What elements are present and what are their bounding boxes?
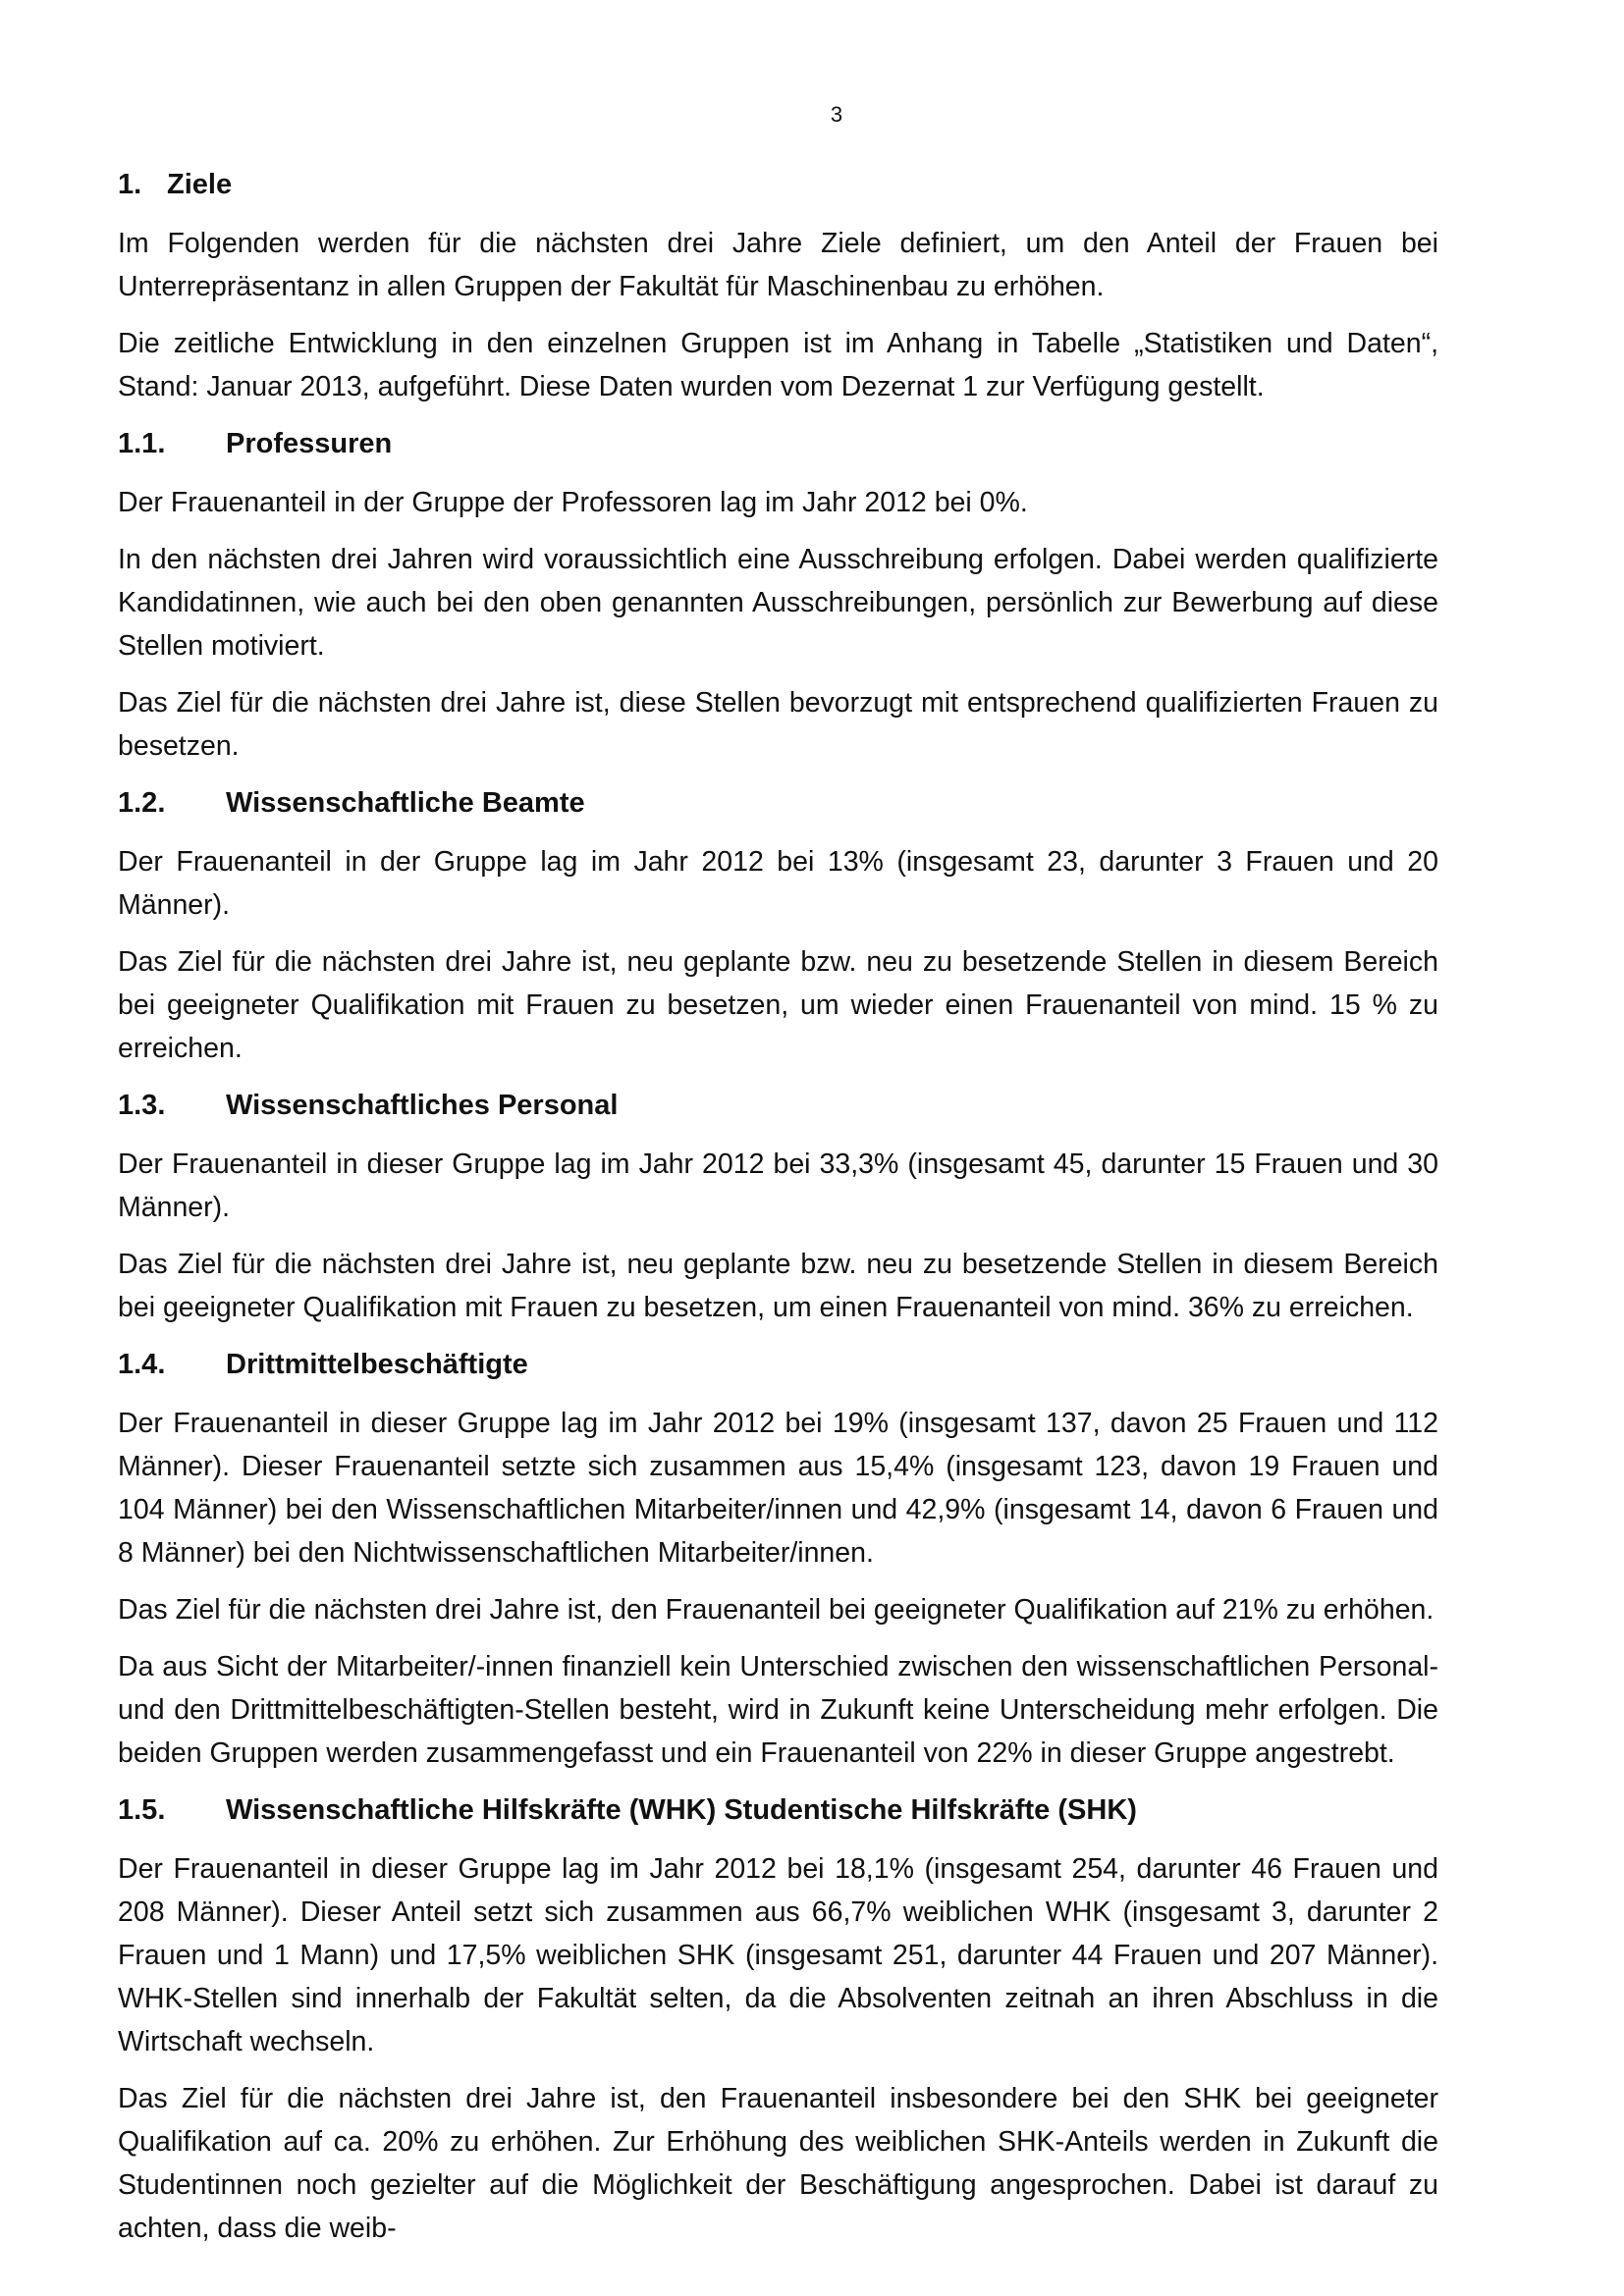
section-title: Drittmittelbeschäftigte	[226, 1349, 528, 1380]
section-number: 1.2.	[118, 787, 166, 819]
section-number: 1.5.	[118, 1794, 166, 1826]
section-paragraph: In den nächsten drei Jahren wird voraussichtlich eine Ausschreibung erfolgen. Dabei werden qualifizierte Kandidatinnen, wie auch bei den oben genannten Ausschreibungen, persönlich zur Bewerbung auf diese Stellen motiviert.	[118, 544, 1438, 662]
section-paragraph: Der Frauenanteil in dieser Gruppe lag im Jahr 2012 bei 18,1% (insgesamt 254, darunter 46 Frauen und 208 Männer). Dieser Anteil setzt sich zusammen aus 66,7% weiblichen WHK (insgesamt 3, darunter 2 Frauen und 1 Mann) und 17,5% weiblichen SHK (insgesamt 251, darunter 44 Frauen und 207 Männer). WHK-Stellen sind innerhalb der Fakultät selten, da die Absolventen zeitnah an ihren Abschluss in die Wirtschaft wechseln.	[118, 1853, 1438, 2057]
section-paragraph: Der Frauenanteil in der Gruppe der Professoren lag im Jahr 2012 bei 0%.	[118, 487, 1028, 518]
heading-ziele	[118, 163, 1438, 206]
section-paragraph: Das Ziel für die nächsten drei Jahre ist, neu geplante bzw. neu zu besetzende Stellen in diesem Bereich bei geeigneter Qualifikation mit Frauen zu besetzen, um wieder einen Frauenanteil von mind. 15 % zu erreichen.	[118, 946, 1438, 1064]
section-title: Wissenschaftliches Personal	[226, 1090, 619, 1121]
section-paragraph: Der Frauenanteil in der Gruppe lag im Jahr 2012 bei 13% (insgesamt 23, darunter 3 Frauen und 20 Männer).	[118, 846, 1438, 921]
section-title: Professuren	[226, 428, 393, 459]
section-number: 1.4.	[118, 1349, 166, 1380]
section-title: Wissenschaftliche Beamte	[226, 787, 585, 819]
section-paragraph: Da aus Sicht der Mitarbeiter/-innen finanziell kein Unterschied zwischen den wissenschaftlichen Personal- und den Drittmittelbeschäftigten-Stellen besteht, wird in Zukunft keine Unterscheidung mehr erfolgen. Die beiden Gruppen werden zusammengefasst und ein Frauenanteil von 22% in dieser Gruppe angestrebt.	[118, 1651, 1438, 1769]
section-paragraph: Das Ziel für die nächsten drei Jahre ist, den Frauenanteil insbesondere bei den SHK bei geeigneter Qualifikation auf ca. 20% zu erhöhen. Zur Erhöhung des weiblichen SHK-Anteils werden in Zukunft die Studentinnen noch gezielter auf die Möglichkeit der Beschäftigung angesprochen. Dabei ist darauf zu achten, dass die weib-	[118, 2083, 1438, 2244]
document-body	[118, 163, 1438, 2264]
section-heading-professuren	[118, 422, 1438, 465]
section-paragraph: Das Ziel für die nächsten drei Jahre ist, diese Stellen bevorzugt mit entsprechend qualifizierten Frauen zu besetzen.	[118, 687, 1438, 762]
section-number: 1.3.	[118, 1090, 166, 1121]
section-paragraph: Das Ziel für die nächsten drei Jahre ist, den Frauenanteil bei geeigneter Qualifikation auf 21% zu erhöhen.	[118, 1594, 1435, 1626]
page-number: 3	[830, 102, 843, 127]
section-title: Wissenschaftliche Hilfskräfte (WHK) Studentische Hilfskräfte (SHK)	[226, 1794, 1137, 1826]
intro-paragraph: Im Folgenden werden für die nächsten drei Jahre Ziele definiert, um den Anteil der Frauen bei Unterrepräsentanz in allen Gruppen der Fakultät für Maschinenbau zu erhöhen.	[118, 228, 1438, 302]
section-paragraph: Der Frauenanteil in dieser Gruppe lag im Jahr 2012 bei 33,3% (insgesamt 45, darunter 15 Frauen und 30 Männer).	[118, 1148, 1438, 1223]
intro-paragraph: Die zeitliche Entwicklung in den einzelnen Gruppen ist im Anhang in Tabelle „Statistiken und Daten“, Stand: Januar 2013, aufgeführt. Diese Daten wurden vom Dezernat 1 zur Verfügung gestellt.	[118, 328, 1438, 402]
section-heading-drittmittelbeschaeftigte	[118, 1343, 1438, 1386]
section-paragraph: Der Frauenanteil in dieser Gruppe lag im Jahr 2012 bei 19% (insgesamt 137, davon 25 Frauen und 112 Männer). Dieser Frauenanteil setzte sich zusammen aus 15,4% (insgesamt 123, davon 19 Frauen und 104 Männer) bei den Wissenschaftlichen Mitarbeiter/innen und 42,9% (insgesamt 14, davon 6 Frauen und 8 Männer) bei den Nichtwissenschaftlichen Mitarbeiter/innen.	[118, 1408, 1438, 1569]
section-paragraph: Das Ziel für die nächsten drei Jahre ist, neu geplante bzw. neu zu besetzende Stellen in diesem Bereich bei geeigneter Qualifikation mit Frauen zu besetzen, um einen Frauenanteil von mind. 36% zu erreichen.	[118, 1249, 1438, 1323]
heading-number: 1.	[118, 169, 142, 200]
section-number: 1.1.	[118, 428, 166, 459]
section-heading-hilfskraefte	[118, 1789, 1438, 1832]
section-heading-wissenschaftliches-personal	[118, 1084, 1438, 1127]
heading-title: Ziele	[167, 169, 233, 200]
section-heading-wissenschaftliche-beamte	[118, 781, 1438, 825]
